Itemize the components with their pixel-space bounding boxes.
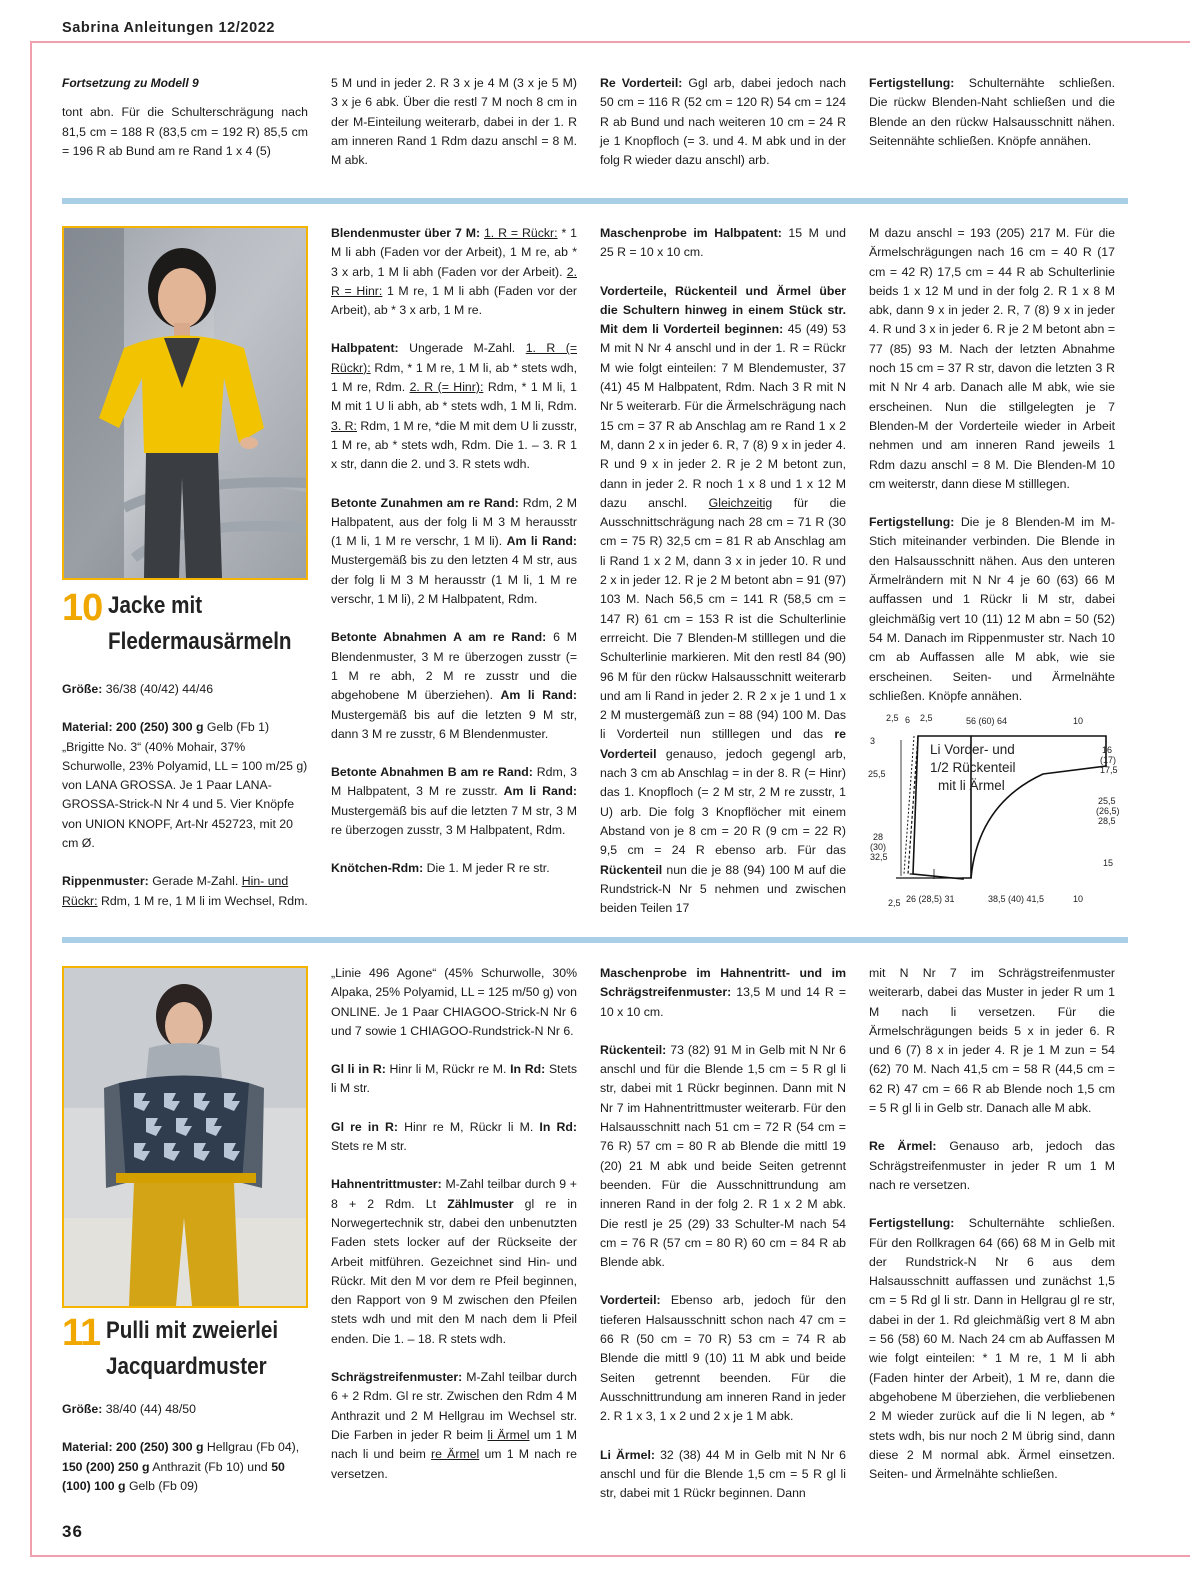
top-col-2-text: 5 M und in jeder 2. R 3 x je 4 M (3 x je 5 M) 3 x je 6 abk. Über die restl 7 M noch 8 cm in der M-Einteilung weiterarb, dabei in der 1. R am inneren Rand 1 Rdm dazu anschl = 8 M. M abk. [331, 76, 577, 168]
top-col-3 [600, 74, 846, 170]
model-11-yarn-details: „Linie 496 Agone“ (45% Schurwolle, 30% Alpaka, 25% Polyamid, LL = 125 m/50 g) von ONLINE. Je 1 Paar CHIAGOO-Strick-N Nr 6 und 7 sowie 1 CHIAGOO-Rundstrick-N Nr 6. [331, 966, 577, 1038]
model-11-material: Material: 200 (250) 300 g Hellgrau (Fb 04), 150 (200) 250 g Anthrazit (Fb 10) und 50 (100) 100 g Gelb (Fb 09) [62, 1440, 300, 1493]
model-11-title-line2: Jacquardmuster [106, 1353, 267, 1380]
top-col-2 [331, 74, 577, 170]
model-10-col-4 [869, 224, 1115, 706]
model-11-hahnentritt: Hahnentrittmuster: M-Zahl teilbar durch 9 + 8 + 2 Rdm. Lt Zählmuster gl re in Norwegertechnik str, dabei den unbenutzten Faden stets locker auf der Rückseite der Arbeit mitführen. Gezeichnet sind Hin- und Rückr. Mit den M vor dem re Pfeil beginnen, den Rapport von 9 M zwischen den Pfeilen stets wdh und mit den M nach dem li Pfeil enden. Die 1. – 18. R stets wdh. [331, 1177, 577, 1346]
model-11-re-aermel: Re Ärmel: Genauso arb, jedoch das Schrägstreifenmuster in jeder R um 1 M nach re versetzen. [869, 1139, 1116, 1192]
model-11-maschenprobe: Maschenprobe im Hahnentritt- und im Schrägstreifenmuster: 13,5 M und 14 R = 10 x 10 cm. [600, 966, 846, 1019]
continuation-note: Fortsetzung zu Modell 9 [62, 76, 199, 90]
top-col-4 [869, 74, 1115, 151]
schematic-dim-2-5-top-b: 2,5 [920, 714, 933, 723]
model-10-vorderteile: Vorderteile, Rückenteil und Ärmel über die Schultern hinweg in einem Stück str. Mit dem li Vorderteil beginnen: 45 (49) 53 M mit N Nr 4 anschl und in der 1. R = Rückr M wie folgt einteilen: 7 M Blendemuster, 37 (41) 45 M Halbpatent, Rdm. Nach 3 R mit N Nr 5 weiterarb. Für die Ärmelschrägung nach 15 cm = 37 R ab Anschlag am re Rand 1 x 2 M, dann 2 x in jeder 6. R, 7 (8) 9 x in jeder 4. R und 9 x in jeder 2. R je 2 M betont zun, dann in jeder 2. R noch 1 x 8 und 1 x 12 M dazu anschl. Gleichzeitig für die Ausschnittschrägung nach 28 cm = 71 R (30 cm = 75 R) 32,5 cm = 81 R ab Anschlag am li Rand 1 x 2 M, dann 3 x in jeder 10. R und 2 x in jeder 12. R je 2 M betont abn = 91 (97) 103 M. Nach 56,5 cm = 141 R (58,5 cm = 147 R) 61 cm = 153 R ist die Schulterlinie errreicht. Die 7 Blenden-M stilllegen und die Schulterlinie markieren. Mit den restl 84 (90) 96 M für den rückw Halsausschnitt weiterarb und am li Rand in jeder 2. R 2 x je 1 und 1 x 2 M mustergemäß zun = 88 (94) 100 M. Das li Vorderteil nun stilllegen und das re Vorderteil genauso, jedoch gegengl arb, nach 3 cm ab Anschlag = in der 8. R (= Hinr) das 1. Knopfloch (= 2 M str, 2 M re zusstr, 1 U) arb. Die folg 3 Knopflöcher mit einem Abstand von je 8 cm = 20 R (9 cm = 22 R) 9,5 cm = 24 R ebenso arb. Für das Rückenteil nun die je 88 (94) 100 M auf die Rundstrick-N Nr 5 nehmen und zwischen beiden Teilen 17 [600, 283, 846, 916]
model-10-schematic [868, 714, 1138, 919]
schematic-label-line2: 1/2 Rückenteil [930, 760, 1016, 775]
schematic-dim-15: 15 [1103, 858, 1114, 868]
schematic-dim-17-5: 17,5 [1100, 765, 1118, 775]
model-11-title-line1: Pulli mit zweierlei [106, 1317, 279, 1344]
model-11-col-4 [869, 964, 1115, 1484]
schematic-dim-28-5: 28,5 [1098, 816, 1116, 826]
model-11-col-2 [331, 964, 577, 1484]
schematic-dim-10-top: 10 [1073, 716, 1084, 726]
model-10-title-line2: Fledermausärmeln [108, 628, 292, 655]
model-11-photo [62, 966, 308, 1308]
schematic-label-line1: Li Vorder- und [930, 742, 1015, 757]
schematic-dim-32-5: 32,5 [870, 852, 888, 862]
schematic-dim-2-5-top-a: 2,5 [886, 714, 899, 723]
model-11-groesse: Größe: 38/40 (44) 48/50 [62, 1402, 196, 1416]
model-11-li-aermel: Li Ärmel: 32 (38) 44 M in Gelb mit N Nr 6 anschl und für die Blende 1,5 cm = 5 R gl li str, dabei mit 1 Rückr beginnen. Dann [600, 1447, 847, 1501]
top-col-4-text: Fertigstellung: Schulternähte schließen. Die rückw Blenden-Naht schließen und die Blende an den rückw Halsausschnitt nähen. Seitennähte schließen. Knöpfe annähen. [869, 76, 1115, 148]
model-11-rueckenteil: Rückenteil: 73 (82) 91 M in Gelb mit N Nr 6 anschl und für die Blende 1,5 cm = 5 R gl li str, dabei mit 1 Rückr beginnen. Dann mit N Nr 7 im Hahnentrittmuster weiterarb. Für den Halsausschnitt nach 51 cm = 72 R (54 cm = 76 R) 57 cm = 80 R ab Blende die mittl 19 (20) 21 M abk und beide Seiten getrennt beenden. Für die Ausschnittrundung am inneren Rand in der folg 2. R 1 x 2 M abk. Die restl je 25 (29) 33 Schulter-M nach 54 cm = 76 R (57 cm = 80 R) 60 cm = 84 R ab Blende abk. [600, 1042, 846, 1270]
model-10-number: 10 [62, 587, 103, 629]
model-10-maschenprobe: Maschenprobe im Halbpatent: 15 M und 25 R = 10 x 10 cm. [600, 226, 846, 260]
top-col-1-text: tont abn. Für die Schulterschrägung nach 81,5 cm = 188 R (83,5 cm = 192 R) 85,5 cm = 196 R ab Bund am re Rand 1 x 4 (5) [62, 105, 308, 158]
model-10-col-1 [62, 680, 308, 911]
page-number: 36 [62, 1522, 83, 1541]
model-10-rippenmuster: Rippenmuster: Gerade M-Zahl. Hin- und Rückr: Rdm, 1 M re, 1 M li im Wechsel, Rdm. [62, 874, 308, 908]
schematic-dim-26: 26 (28,5) 31 [906, 894, 955, 904]
top-col-3-text: Re Vorderteil: Ggl arb, dabei jedoch nach 50 cm = 116 R (52 cm = 120 R) 54 cm = 124 R ab Bund und nach weiteren 10 cm = 24 R je 1 Knopfloch (= 3. und 4. M abk und in der folg R wieder dazu anschl) arb. [600, 76, 846, 168]
schematic-dim-10-bottom: 10 [1073, 894, 1084, 904]
model-10-zunahmen: Betonte Zunahmen am re Rand: Rdm, 2 M Halbpatent, aus der folg li M 3 M herausstr (1 M li, 1 M re verschr, 1 M li). Am li Rand: Mustergemäß bis zu den letzten 4 M str, aus der folg li M 3 M herausstr (1 M li, 1 M re verschr, 1 M li), 2 M Halbpatent, Rdm. [331, 495, 577, 607]
schematic-dim-56: 56 (60) 64 [966, 716, 1008, 726]
top-col-1 [62, 74, 308, 161]
model-10-title [62, 588, 322, 660]
schematic-dim-17: (17) [1100, 755, 1117, 765]
schematic-dim-6: 6 [905, 715, 911, 725]
schematic-dim-25-5: 25,5 [868, 769, 886, 779]
model-10-blendenmuster: Blendenmuster über 7 M: 1. R = Rückr: * 1 M li abh (Faden vor der Arbeit), 1 M re, ab * 3 x arb, 1 M li abh (Faden vor der Arbeit). 2. R = Hinr: 1 M re, 1 M li abh (Faden vor der Arbeit), ab * 3 x arb, 1 M re. [331, 226, 578, 318]
model-11-fertigstellung: Fertigstellung: Schulternähte schließen. Für den Rollkragen 64 (66) 68 M in Gelb mit der Rundstrick-N Nr 6 aus dem Halsausschnitt auffassen und zunächst 1,5 cm = 5 Rd gl li str. Dann in Hellgrau gl re str, dabei in der 1. Rd gleichmäßig vert 8 M abn = 56 (58) 60 M. Nach 24 cm ab Auffassen M wie folgt einteilen: * 1 M re, 1 M li abh (Faden hinter der Arbeit), 1 M re, dann die abgehobene M überziehen, die verbliebenen 2 M wieder zurück auf die li N legen, ab * stets wdh, bis nur noch 2 M übrig sind, dann diese 2 M normal abk. Ärmel einsetzen. Seiten- und Ärmelnähte schließen. [869, 1216, 1115, 1482]
model-10-col-2 [331, 224, 577, 879]
model-10-fertigstellung: Fertigstellung: Die je 8 Blenden-M im M-Stich miteinander verbinden. Die Blende in den Halsausschnitt nähen. Aus den unteren Ärmelrändern mit N Nr 4 je 60 (63) 66 M auffassen und 1 Rückr li M str, dabei gleichmäßig vert 10 (11) 12 M abn = 50 (52) 54 M. Danach im Rippenmuster str. Nach 10 cm ab Auffassen alle M abk, wie sie erscheinen. Seiten- und Ärmelnähte schließen. Knöpfe annähen. [869, 515, 1115, 703]
schematic-dim-30: (30) [870, 842, 887, 852]
model-11-gl-li: Gl li in R: Hinr li M, Rückr re M. In Rd: Stets li M str. [331, 1062, 577, 1096]
model-10-groesse: Größe: 36/38 (40/42) 44/46 [62, 682, 214, 696]
model-10-knoetchen: Knötchen-Rdm: Die 1. M jeder R re str. [331, 861, 550, 876]
model-10-material: Material: 200 (250) 300 g Gelb (Fb 1) „Brigitte No. 3“ (40% Mohair, 37% Schurwolle, 23% Polyamid, LL = 100 m/25 g) von LANA GROSSA. Je 1 Paar LANA-GROSSA-Strick-N Nr 4 und 5. Vier Knöpfe von UNION KNOPF, Art-Nr 452723, mit 20 cm Ø. [62, 720, 308, 851]
magazine-header: Sabrina Anleitungen 12/2022 [62, 20, 276, 36]
model-10-col-4-text: M dazu anschl = 193 (205) 217 M. Für die Ärmelschrägungen nach 16 cm = 40 R (17 cm = 42 R) 17,5 cm = 44 R ab Schulterlinie beids 1 x 12 M und in der folg 2. R 1 x 8 M abk, dann 9 x in jeder 2. R, 7 (8) 9 x in jeder 4. R und 3 x in jeder 6. R je 2 M betont abn = 77 (85) 93 M. Nach der letzten Abnahme noch 15 cm = 37 R str, davon die letzten 3 R mit N Nr 4 arb. Danach alle M abk, wie sie erscheinen. Nun die stillgelegten je 7 Blenden-M der Vorderteile wieder in Arbeit nehmen und am inneren Rand jeweils 1 Rdm dazu anschl = 8 M. Die Blenden-M 10 cm weiterstr, dann diese M stilllegen. [869, 226, 1115, 491]
model-11-number: 11 [62, 1312, 101, 1354]
model-10-abnahmen-a: Betonte Abnahmen A am re Rand: 6 M Blendenmuster, 3 M re überzogen zusstr (= 1 M re abh, 2 M re zusstr und die abgehobene M überziehen). Am li Rand: Mustergemäß bis auf die letzten 9 M str, dann 3 M re zusstr, 6 M Blendenmuster. [331, 630, 578, 741]
model-11-photo-art [64, 968, 306, 1306]
model-10-col-3 [600, 224, 846, 918]
model-11-col-3 [600, 964, 846, 1503]
schematic-dim-25-5-right: 25,5 [1098, 796, 1116, 806]
model-11-vorderteil: Vorderteil: Ebenso arb, jedoch für den tieferen Halsausschnitt schon nach 47 cm = 66 R (50 cm = 70 R) 53 cm = 74 R ab Blende die mittl 9 (10) 11 M abk und beide Seiten getrennt beenden. Für die Ausschnittrundung am inneren Rand in jeder 2. R 1 x 3, 1 x 2 und 2 x je 1 M abk. [600, 1293, 846, 1424]
schematic-dim-28: 28 [873, 832, 884, 842]
model-10-abnahmen-b: Betonte Abnahmen B am re Rand: Rdm, 3 M Halbpatent, 3 M re zusstr. Am li Rand: Mustergemäß bis auf die letzten 7 M str, 3 M re überzogen zusstr, 3 M Halbpatent, Rdm. [331, 765, 578, 838]
schematic-label-line3: mit li Ärmel [938, 778, 1005, 793]
model-11-gl-re: Gl re in R: Hinr re M, Rückr li M. In Rd: Stets re M str. [331, 1119, 577, 1154]
section-divider-1 [62, 198, 1128, 204]
model-10-halbpatent: Halbpatent: Ungerade M-Zahl. 1. R (= Rückr): Rdm, * 1 M re, 1 M li, ab * stets wdh, 1 M re, Rdm. 2. R (= Hinr): Rdm, * 1 M li, 1 M mit 1 U li abh, ab * stets wdh, 1 M li, Rdm. 3. R: Rdm, 1 M re, *die M mit dem U li zusstr, 1 M re, ab * stets wdh, Rdm. Die 1. – 3. R 1 x str, dann die 2. und 3. R stets wdh. [331, 341, 578, 472]
model-11-col-1 [62, 1400, 308, 1496]
model-11-title [62, 1313, 306, 1385]
model-10-photo-art [64, 228, 306, 578]
schematic-dim-2-5-bottom: 2,5 [888, 898, 901, 908]
model-10-title-line1: Jacke mit [108, 592, 203, 619]
section-divider-2 [62, 937, 1128, 943]
model-11-col-4-text: mit N Nr 7 im Schrägstreifenmuster weiterarb, dabei das Muster in jeder R um 1 M nach li versetzen. Für die Ärmelschrägungen beids 5 x in jeder 6. R und 6 (7) 8 x in jeder 4. R je 1 M zun = 54 (62) 70 M. Nach 41,5 cm = 58 R (44,5 cm = 62 R) 47 cm = 66 R ab Blende noch 1,5 cm = 5 R gl li in Gelb str. Danach alle M abk. [869, 966, 1115, 1116]
model-11-schraegstreifen: Schrägstreifenmuster: M-Zahl teilbar durch 6 + 2 Rdm. Gl re str. Zwischen den Rdm 4 M Anthrazit und 2 M Hellgrau im Wechsel str. Die Farben in jeder R beim li Ärmel um 1 M nach li und beim re Ärmel um 1 M nach re versetzen. [331, 1370, 577, 1481]
schematic-dim-3: 3 [870, 736, 876, 746]
schematic-dim-38-5: 38,5 (40) 41,5 [988, 894, 1045, 904]
schematic-dim-16: 16 [1102, 745, 1113, 755]
schematic-dim-26-5: (26,5) [1096, 806, 1120, 816]
model-10-photo [62, 226, 308, 580]
